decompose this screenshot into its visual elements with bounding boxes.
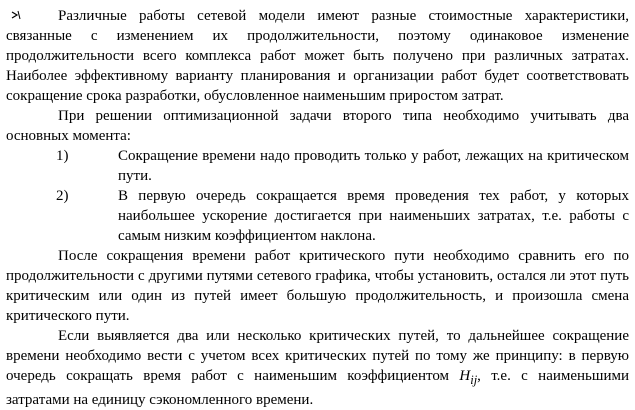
list-number-1: 1) [56,148,69,164]
list-item-2 [6,186,629,246]
paragraph-critical-path: После сокращения времени работ критического пути необходимо сравнить его по продолжительности с другими путями сетевого графика, чтобы установить, остался ли этот путь критическим или один из путей имеет большую продолжительность, и произошла смена критического пути. [6,248,629,324]
paragraph-multiple-paths-text-1: Если выявляется два или несколько критических путей, то дальнейшее сокращение времени необходимо вести с учетом всех критических путей по тому же принципу: в первую очередь сокращать время работ с наименьшим коэффициентом [6,328,629,384]
paragraph-optimization: При решении оптимизационной задачи второго типа необходимо учитывать два основных момента: [6,108,629,144]
paragraph-multiple-paths [6,326,629,410]
list-text-2: В первую очередь сокращается время проведения тех работ, у которых наибольшее ускорение достигается при наименьших затратах, т.е. работы с самым низким коэффициентом наклона. [118,188,629,244]
paragraph-multiple-paths-text-2: , т.е. с наименьшими затратами на единицу сэкономленного времени. [6,368,629,408]
paragraph-intro: Различные работы сетевой модели имеют разные стоимостные характеристики, связанные с изменением их продолжительности, поэтому одинаковое изменение продолжительности всего комплекса работ может быть получено при различных затратах. Наиболее эффективному варианту планирования и организации работ будет соответствовать сокращение срока разработки, обусловленное наименьшим приростом затрат. [6,8,629,104]
margin-mark-icon [11,10,25,20]
list-number-2: 2) [56,188,69,204]
list-text-1: Сокращение времени надо проводить только у работ, лежащих на критическом пути. [118,148,629,184]
coefficient-subscript: ij [470,373,478,387]
list-item-1 [6,146,629,186]
coefficient-symbol: H [459,368,471,384]
